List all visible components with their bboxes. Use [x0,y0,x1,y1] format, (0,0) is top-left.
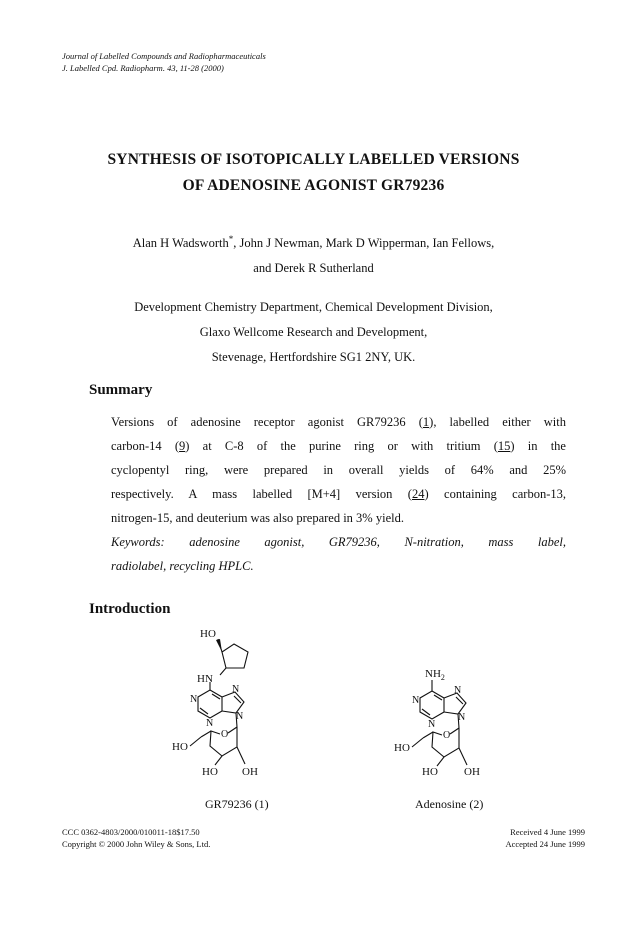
adenosine-structure-drawing [382,648,512,788]
hydroxyl-label: OH [464,766,480,778]
authors-line-2: and Derek R Sutherland [253,261,374,276]
summary-text: Versions of adenosine receptor agonist GR79236 ( [111,415,423,429]
summary-text: ) at C-8 of the purine ring or with tritium ( [185,439,498,453]
author-list [0,227,627,281]
summary-line: cyclopentyl ring, were prepared in overall yields of 64% and 25% [111,463,566,477]
summary-text: respectively. A mass labelled [M+4] version ( [111,487,412,501]
compound-ref-link[interactable]: 24 [411,487,425,501]
amino-label-main: NH [425,668,441,680]
title-line-1: SYNTHESIS OF ISOTOPICALLY LABELLED VERSIONS [107,151,520,168]
keywords-line: radiolabel, recycling HPLC. [111,559,254,573]
accepted-date: Accepted 24 June 1999 [505,839,585,849]
received-date: Received 4 June 1999 [510,827,585,837]
gr79236-structure-drawing [160,622,310,787]
keywords-line: Keywords: adenosine agonist, GR79236, N-nitration, mass label, [111,535,566,549]
ring-nitrogen: N [232,684,240,695]
compound-ref-link[interactable]: 1 [422,415,430,429]
gr79236-caption: GR79236 (1) [205,797,269,811]
journal-header [62,50,266,74]
summary-line [111,410,566,434]
footer-copyright [62,826,210,850]
journal-citation: J. Labelled Cpd. Radiopharm. 43, 11-28 (2000) [62,63,224,73]
title-line-2: OF ADENOSINE AGONIST GR79236 [182,177,445,194]
ring-nitrogen: N [236,711,244,722]
summary-line: nitrogen-15, and deuterium was also prepared in 3% yield. [111,511,404,525]
introduction-heading: Introduction [89,601,171,617]
summary-heading: Summary [89,382,153,398]
affiliation-line-1: Development Chemistry Department, Chemical Development Division, [134,300,493,314]
summary-paragraph [111,410,566,578]
ring-nitrogen: N [458,712,466,723]
summary-text: ) in the [510,439,566,453]
corresponding-author-mark: * [228,234,234,244]
adenosine-structure [382,648,512,788]
hydroxyl-label: HO [202,766,218,778]
ring-nitrogen: N [412,695,420,706]
footer-copyright-text: Copyright © 2000 John Wiley & Sons, Ltd. [62,839,211,849]
amino-label-subscript: 2 [440,673,445,682]
compound-ref-link[interactable]: 9 [179,439,186,453]
authors-line-1 [0,227,627,256]
hydroxyl-label: OH [242,766,258,778]
hydroxyl-label: HO [394,742,410,754]
affiliation [0,295,627,370]
footer-ccc-code: CCC 0362-4803/2000/010011-18$17.50 [62,827,200,837]
ring-oxygen: O [443,730,451,741]
corresponding-author: Alan H Wadsworth [132,236,229,251]
amino-label [425,668,445,682]
hydroxyl-label: HO [422,766,438,778]
paper-title [0,147,627,199]
footer-dates [480,826,585,850]
journal-name: Journal of Labelled Compounds and Radiopharmaceuticals [62,51,266,61]
summary-line [111,482,566,506]
ring-nitrogen: N [454,685,462,696]
amine-label: HN [197,673,213,685]
ring-nitrogen: N [206,718,214,729]
adenosine-caption: Adenosine (2) [415,797,484,811]
ring-nitrogen: N [428,719,436,730]
ring-nitrogen: N [190,694,198,705]
affiliation-line-3: Stevenage, Hertfordshire SG1 2NY, UK. [211,350,416,364]
hydroxyl-label: HO [172,741,188,753]
gr79236-structure [160,622,310,787]
summary-text: ), labelled either with [429,415,566,429]
hydroxyl-label: HO [200,628,216,640]
ring-oxygen: O [221,729,229,740]
summary-text: carbon-14 ( [111,439,180,453]
summary-line [111,434,566,458]
summary-text: ) containing carbon-13, [424,487,566,501]
affiliation-line-2: Glaxo Wellcome Research and Development, [199,325,428,339]
compound-ref-link[interactable]: 15 [497,439,511,453]
authors-continued: , John J Newman, Mark D Wipperman, Ian Fellows, [233,236,495,251]
